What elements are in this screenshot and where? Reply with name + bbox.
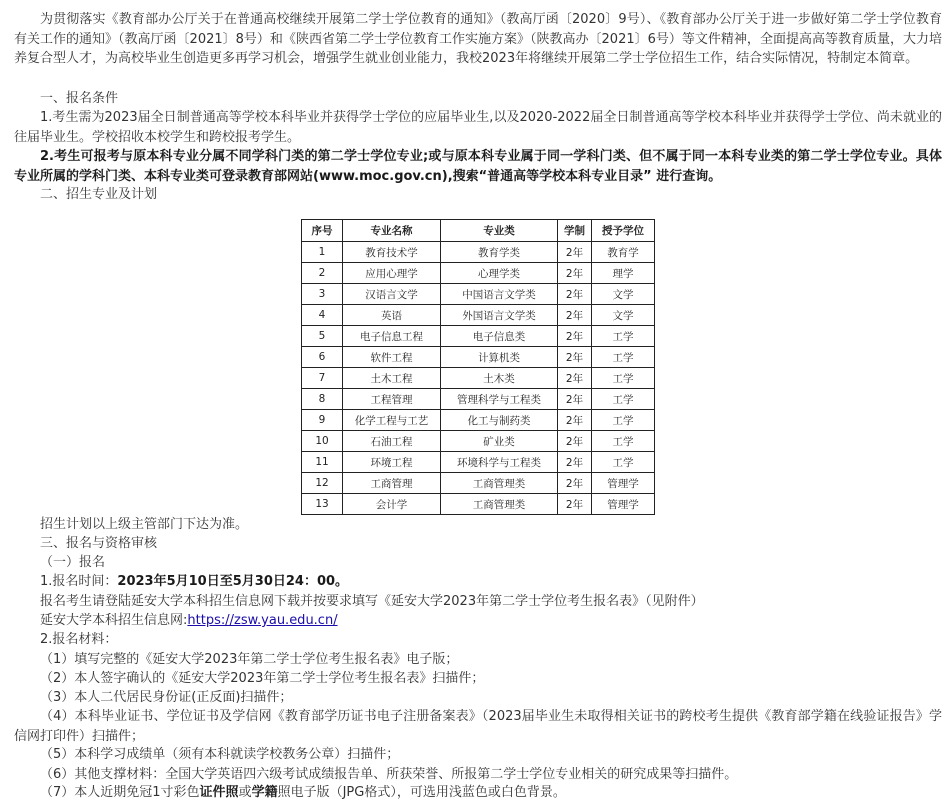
cell-major-name: 应用心理学 <box>343 263 441 284</box>
cell-major-name: 工程管理 <box>343 389 441 410</box>
cell-degree: 管理学 <box>592 473 655 494</box>
cell-major-category: 环境科学与工程类 <box>441 452 558 473</box>
cell-index: 12 <box>302 473 343 494</box>
table-row <box>302 431 655 452</box>
cell-major-category: 电子信息类 <box>441 326 558 347</box>
material-item-6: （6）其他支撑材料：全国大学英语四六级考试成绩报告单、所获荣誉、所报第二学士学位专业相关的研究成果等扫描件。 <box>40 767 738 782</box>
intro-paragraph: 为贯彻落实《教育部办公厅关于在普通高校继续开展第二学士学位教育的通知》（教高厅函〔2020〕9号）、《教育部办公厅关于进一步做好第二学士学位教育有关工作的通知》（教高厅函〔2021〕8号）和《陕西省第二学士学位教育工作实施方案》（陕教高办〔2021〕6号）等文件精神，全面提高高等教育质量，大力培养复合型人才，为高校毕业生创造更多再学习机会，增强学生就业创业能力，我校2023年将继续开展第二学士学位招生工作，结合实际情况，特制定本简章。 <box>14 12 942 67</box>
table-row <box>302 242 655 263</box>
cell-duration: 2年 <box>558 431 592 452</box>
cell-index: 11 <box>302 452 343 473</box>
materials-heading: 2.报名材料： <box>40 632 118 647</box>
cell-major-name: 化学工程与工艺 <box>343 410 441 431</box>
cell-duration: 2年 <box>558 368 592 389</box>
cell-degree: 工学 <box>592 431 655 452</box>
table-row <box>302 284 655 305</box>
cell-major-name: 土木工程 <box>343 368 441 389</box>
enrollment-plan-table <box>301 219 655 515</box>
cell-major-category: 心理学类 <box>441 263 558 284</box>
cell-index: 3 <box>302 284 343 305</box>
admission-site-label: 延安大学本科招生信息网: <box>40 613 188 628</box>
cell-index: 7 <box>302 368 343 389</box>
cell-major-category: 化工与制药类 <box>441 410 558 431</box>
table-row <box>302 326 655 347</box>
table-body <box>302 242 655 515</box>
cell-duration: 2年 <box>558 242 592 263</box>
material-item-2: （2）本人签字确认的《延安大学2023年第二学士学位考生报名表》扫描件； <box>40 671 485 686</box>
header-degree: 授予学位 <box>592 220 655 242</box>
header-duration: 学制 <box>558 220 592 242</box>
plan-note: 招生计划以上级主管部门下达为准。 <box>40 517 249 532</box>
registration-time-label: 1.报名时间： <box>40 574 118 589</box>
cell-major-category: 土木类 <box>441 368 558 389</box>
cell-index: 2 <box>302 263 343 284</box>
cell-major-category: 工商管理类 <box>441 473 558 494</box>
cell-duration: 2年 <box>558 389 592 410</box>
cell-major-name: 工商管理 <box>343 473 441 494</box>
cell-degree: 理学 <box>592 263 655 284</box>
header-major-category: 专业类 <box>441 220 558 242</box>
cell-index: 6 <box>302 347 343 368</box>
cell-degree: 工学 <box>592 347 655 368</box>
eligibility-item-2: 2.考生可报考与原本科专业分属不同学科门类的第二学士学位专业;或与原本科专业属于同一学科门类、但不属于同一本科专业类的第二学士学位专业。具体专业所属的学科门类、本科专业类可登录教育部网站(www.moc.gov.cn),搜索“普通高等学校本科专业目录” 进行查询。 <box>14 149 942 184</box>
eligibility-item-1: 1.考生需为2023届全日制普通高等学校本科毕业并获得学士学位的应届毕业生,以及2020-2022届全日制普通高等学校本科毕业并获得学士学位、尚未就业的往届毕业生。学校招收本校学生和跨校报考学生。 <box>14 110 942 145</box>
cell-index: 5 <box>302 326 343 347</box>
cell-major-category: 管理科学与工程类 <box>441 389 558 410</box>
admission-site-link[interactable]: https://zsw.yau.edu.cn/ <box>187 613 338 628</box>
section-heading-eligibility: 一、报名条件 <box>40 91 119 106</box>
cell-major-name: 石油工程 <box>343 431 441 452</box>
material-item-7-pre: （7）本人近期免冠1寸彩色 <box>40 785 200 800</box>
cell-index: 10 <box>302 431 343 452</box>
material-item-7 <box>14 783 952 803</box>
cell-major-category: 中国语言文学类 <box>441 284 558 305</box>
cell-degree: 工学 <box>592 389 655 410</box>
cell-index: 8 <box>302 389 343 410</box>
cell-duration: 2年 <box>558 347 592 368</box>
cell-major-name: 英语 <box>343 305 441 326</box>
cell-index: 9 <box>302 410 343 431</box>
material-item-5: （5）本科学习成绩单（须有本科就读学校教务公章）扫描件； <box>40 747 400 762</box>
material-item-7-post: 照电子版（JPG格式），可选用浅蓝色或白色背景。 <box>277 785 566 800</box>
admission-site <box>14 611 952 631</box>
material-item-4: （4）本科毕业证书、学位证书及学信网《教育部学历证书电子注册备案表》（2023届毕业生未取得相关证书的跨校考生提供《教育部学籍在线验证报告》学信网打印件）扫描件； <box>14 709 942 744</box>
cell-degree: 管理学 <box>592 494 655 515</box>
cell-duration: 2年 <box>558 284 592 305</box>
material-item-1: （1）填写完整的《延安大学2023年第二学士学位考生报名表》电子版； <box>40 652 459 667</box>
cell-degree: 工学 <box>592 410 655 431</box>
cell-duration: 2年 <box>558 494 592 515</box>
cell-major-name: 会计学 <box>343 494 441 515</box>
cell-major-name: 电子信息工程 <box>343 326 441 347</box>
cell-major-category: 矿业类 <box>441 431 558 452</box>
cell-major-name: 汉语言文学 <box>343 284 441 305</box>
cell-degree: 工学 <box>592 368 655 389</box>
material-item-3: （3）本人二代居民身份证(正反面)扫描件； <box>40 690 293 705</box>
table-row <box>302 452 655 473</box>
table-row <box>302 347 655 368</box>
table-header-row <box>302 220 655 242</box>
section-heading-registration: 三、报名与资格审核 <box>40 536 158 551</box>
cell-major-name: 教育技术学 <box>343 242 441 263</box>
section-heading-plan: 二、招生专业及计划 <box>40 187 158 202</box>
registration-time-value: 2023年5月10日至5月30日24：00。 <box>117 574 349 589</box>
cell-major-category: 教育学类 <box>441 242 558 263</box>
table-row <box>302 263 655 284</box>
cell-index: 4 <box>302 305 343 326</box>
cell-major-category: 工商管理类 <box>441 494 558 515</box>
cell-degree: 文学 <box>592 284 655 305</box>
cell-major-category: 外国语言文学类 <box>441 305 558 326</box>
table-row <box>302 368 655 389</box>
cell-duration: 2年 <box>558 305 592 326</box>
table-row <box>302 494 655 515</box>
registration-time <box>14 572 952 592</box>
header-major-name: 专业名称 <box>343 220 441 242</box>
table-row <box>302 473 655 494</box>
cell-degree: 工学 <box>592 326 655 347</box>
material-item-7-or: 或 <box>238 785 252 800</box>
material-item-7-id-photo: 证件照 <box>199 785 239 800</box>
cell-duration: 2年 <box>558 452 592 473</box>
cell-degree: 工学 <box>592 452 655 473</box>
subsection-registration: （一）报名 <box>40 555 106 570</box>
download-instruction: 报名考生请登陆延安大学本科招生信息网下载并按要求填写《延安大学2023年第二学士学位考生报名表》（见附件） <box>40 594 704 609</box>
cell-major-category: 计算机类 <box>441 347 558 368</box>
table-row <box>302 389 655 410</box>
cell-index: 1 <box>302 242 343 263</box>
material-item-7-student-status: 学籍 <box>251 785 278 800</box>
cell-degree: 文学 <box>592 305 655 326</box>
table-row <box>302 410 655 431</box>
header-index: 序号 <box>302 220 343 242</box>
cell-index: 13 <box>302 494 343 515</box>
cell-duration: 2年 <box>558 473 592 494</box>
cell-duration: 2年 <box>558 326 592 347</box>
cell-major-name: 环境工程 <box>343 452 441 473</box>
cell-duration: 2年 <box>558 263 592 284</box>
cell-major-name: 软件工程 <box>343 347 441 368</box>
cell-degree: 教育学 <box>592 242 655 263</box>
table-row <box>302 305 655 326</box>
cell-duration: 2年 <box>558 410 592 431</box>
